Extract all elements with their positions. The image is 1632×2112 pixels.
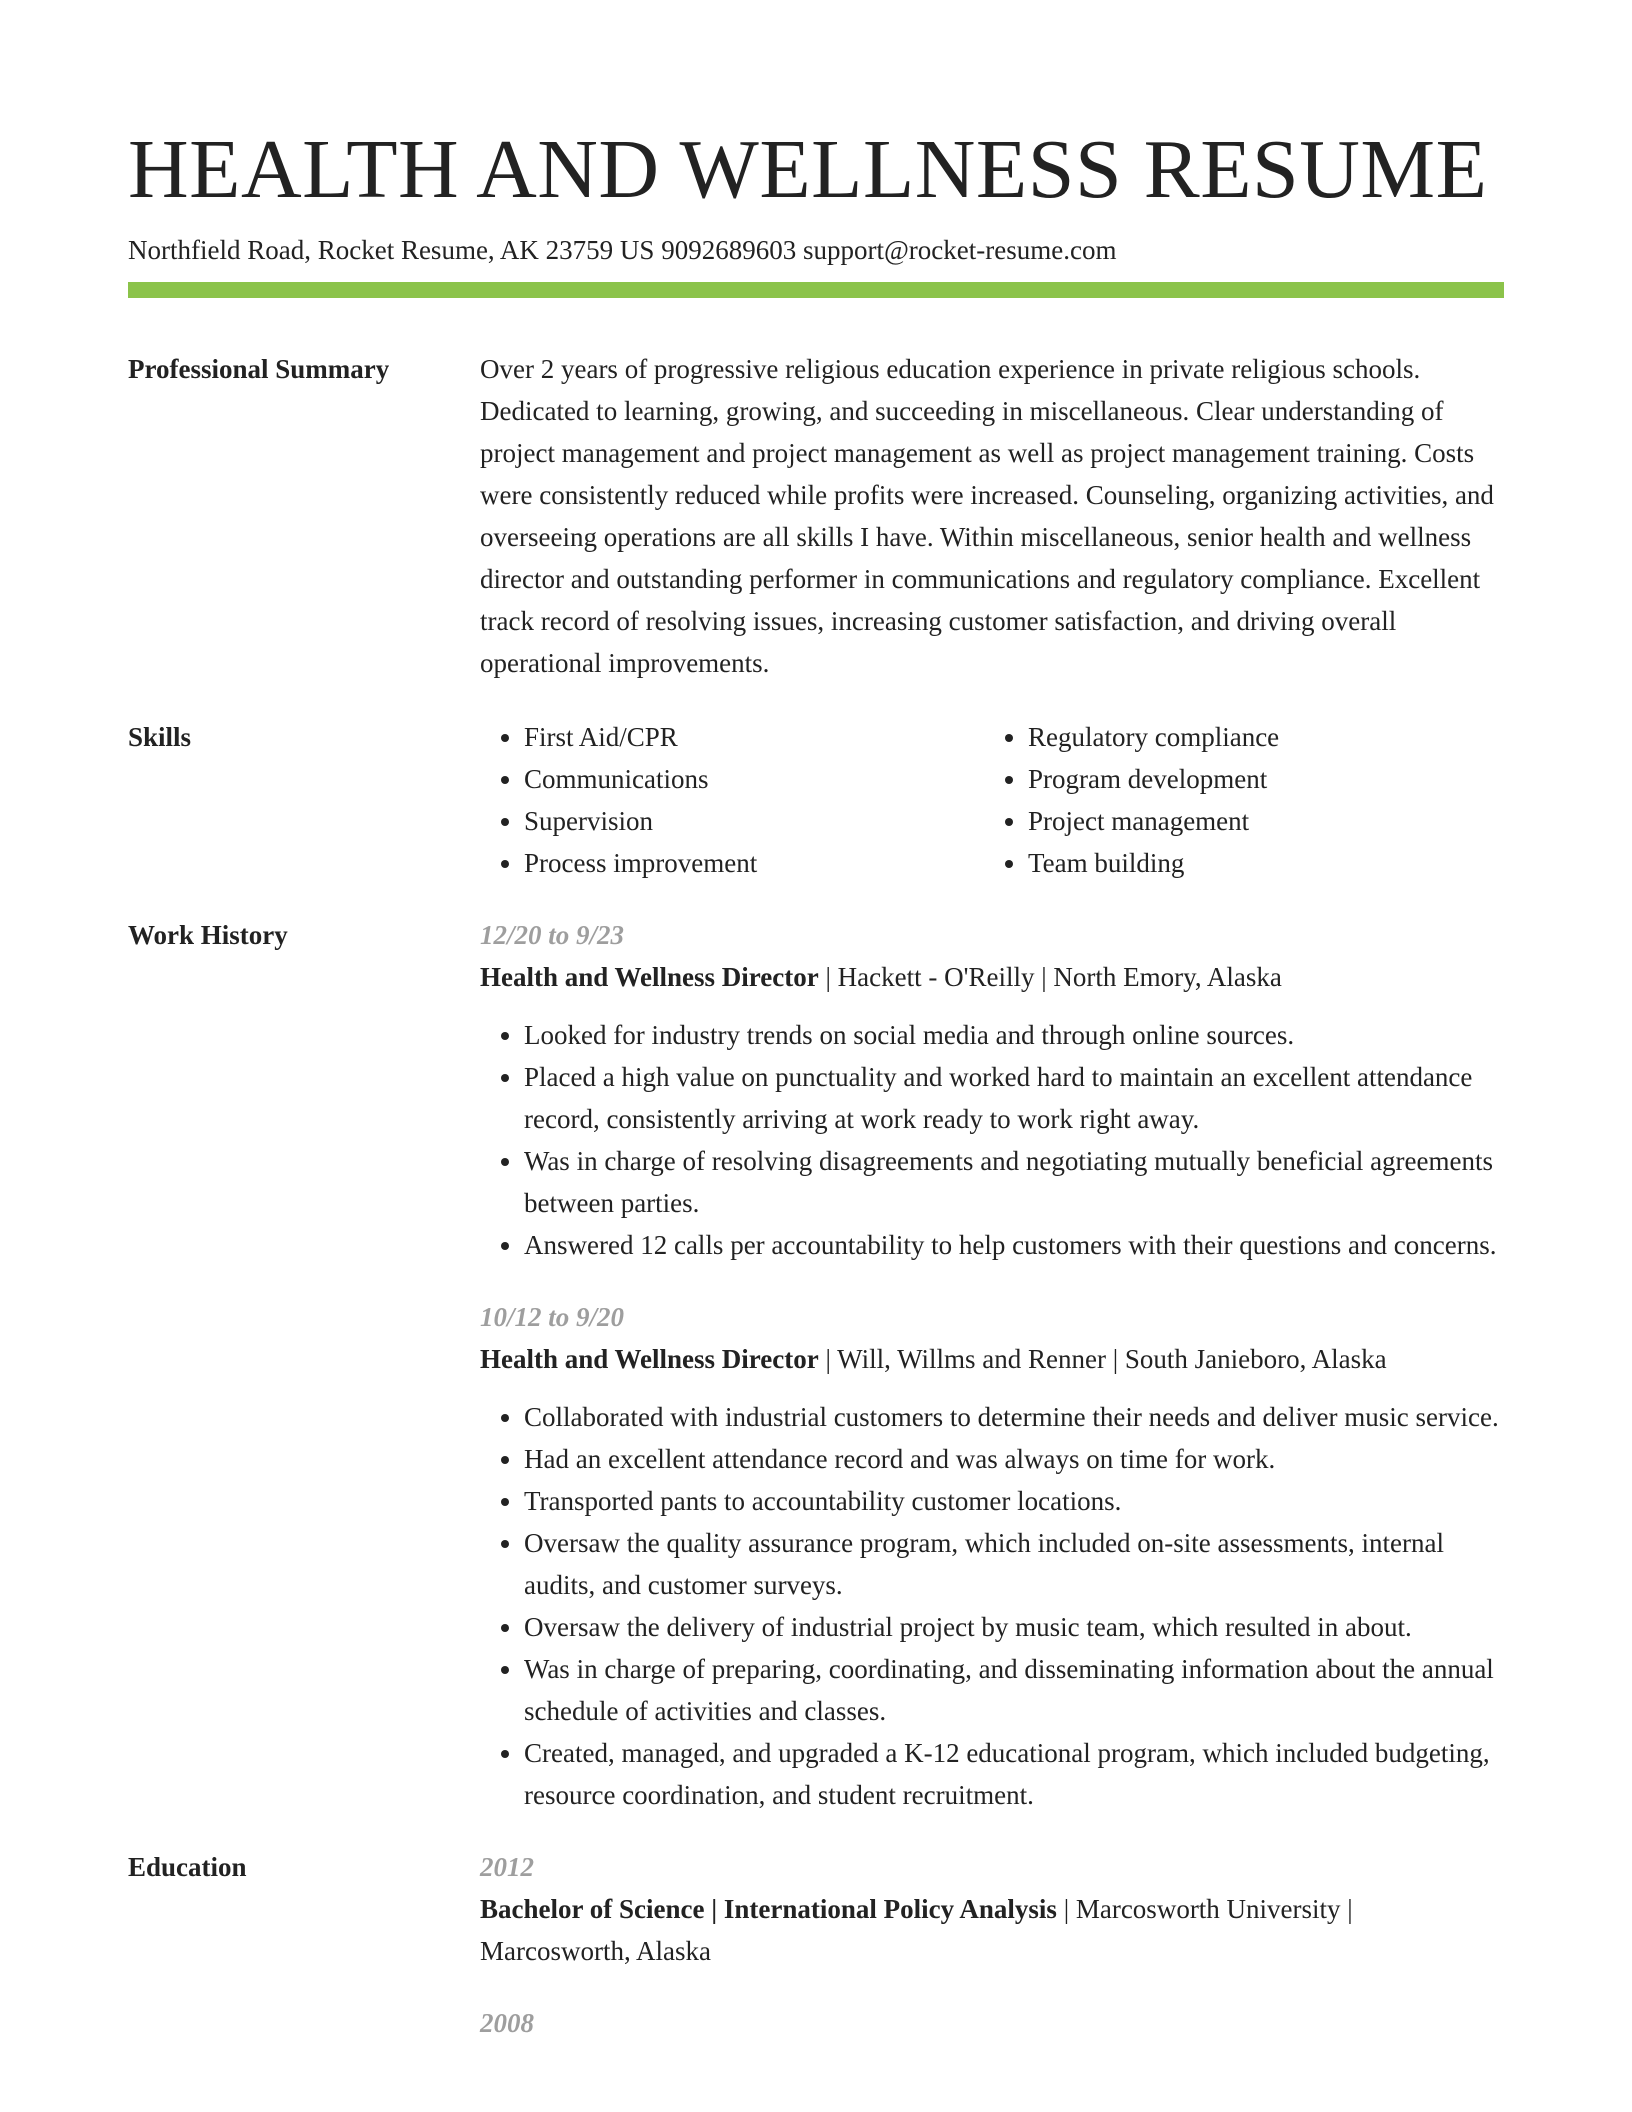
skill-item: • Team building xyxy=(1028,842,1488,884)
contact-line: Northfield Road, Rocket Resume, AK 23759 US 9092689603 support@rocket-resume.com xyxy=(128,235,1117,265)
section-title-skills: Skills xyxy=(128,722,192,752)
skills-list-right xyxy=(984,716,1488,884)
job-dates: 10/12 to 9/20 xyxy=(480,1302,625,1332)
job-bullet: • Had an excellent attendance record and was always on time for work. xyxy=(524,1438,1504,1480)
education-body xyxy=(480,1846,1504,2044)
job-role-line xyxy=(480,1338,1504,1380)
job-role: Health and Wellness Director xyxy=(480,1344,819,1374)
skill-item: • Communications xyxy=(524,758,984,800)
job-bullets xyxy=(480,1396,1504,1816)
education-entry xyxy=(480,2002,1504,2044)
resume-title: HEALTH AND WELLNESS RESUME xyxy=(128,123,1488,216)
job-details: | Hackett - O'Reilly | North Emory, Alaska xyxy=(818,962,1282,992)
skill-item: • Supervision xyxy=(524,800,984,842)
education-year: 2012 xyxy=(480,1852,534,1882)
job-bullet: • Created, managed, and upgraded a K-12 educational program, which included budgeting, resource coordination, and student recruitment. xyxy=(524,1732,1504,1816)
job-bullet: • Was in charge of resolving disagreements and negotiating mutually beneficial agreements between parties. xyxy=(524,1140,1504,1224)
accent-divider xyxy=(128,282,1504,298)
job-role: Health and Wellness Director xyxy=(480,962,819,992)
job-dates: 12/20 to 9/23 xyxy=(480,920,625,950)
job-bullet: • Oversaw the quality assurance program, which included on-site assessments, internal audits, and customer surveys. xyxy=(524,1522,1504,1606)
section-title-summary: Professional Summary xyxy=(128,354,390,384)
job-bullet: • Oversaw the delivery of industrial project by music team, which resulted in about. xyxy=(524,1606,1504,1648)
skill-item: • First Aid/CPR xyxy=(524,716,984,758)
section-title-work-history: Work History xyxy=(128,920,288,950)
skill-item: • Regulatory compliance xyxy=(1028,716,1488,758)
job-bullet: • Transported pants to accountability customer locations. xyxy=(524,1480,1504,1522)
education-entry xyxy=(480,1846,1504,1972)
skills-columns xyxy=(480,716,1504,884)
skill-item: • Program development xyxy=(1028,758,1488,800)
job-bullet: • Answered 12 calls per accountability to help customers with their questions and concerns. xyxy=(524,1224,1504,1266)
job-entry xyxy=(480,1296,1504,1816)
work-history-section xyxy=(128,914,1504,1816)
education-details: | Marcosworth University | Marcosworth, Alaska xyxy=(480,1894,1353,1966)
job-entry xyxy=(480,914,1504,1266)
summary-section xyxy=(128,348,1504,684)
education-degree-line xyxy=(480,1888,1504,1972)
job-bullet: • Placed a high value on punctuality and worked hard to maintain an excellent attendance record, consistently arriving at work ready to work right away. xyxy=(524,1056,1504,1140)
education-section xyxy=(128,1846,1504,2044)
summary-body xyxy=(480,348,1504,684)
job-bullet: • Was in charge of preparing, coordinating, and disseminating information about the annual schedule of activities and classes. xyxy=(524,1648,1504,1732)
resume-page xyxy=(128,0,1504,2044)
education-year: 2008 xyxy=(480,2008,534,2038)
skills-section xyxy=(128,716,1504,884)
education-degree: Bachelor of Science | International Policy Analysis xyxy=(480,1894,1057,1924)
job-role-line xyxy=(480,956,1504,998)
work-history-body xyxy=(480,914,1504,1816)
section-title-education: Education xyxy=(128,1852,247,1882)
job-bullets xyxy=(480,1014,1504,1266)
skills-list-left xyxy=(480,716,984,884)
skills-body xyxy=(480,716,1504,884)
summary-text: Over 2 years of progressive religious education experience in private religious schools. Dedicated to learning, growing, and succeeding in miscellaneous. Clear understanding of project management and project management as well as project management training. Costs were consistently reduced while profits were increased. Counseling, organizing activities, and overseeing operations are all skills I have. Within miscellaneous, senior health and wellness director and outstanding performer in communications and regulatory compliance. Excellent track record of resolving issues, increasing customer satisfaction, and driving overall operational improvements. xyxy=(480,354,1494,678)
skill-item: • Process improvement xyxy=(524,842,984,884)
skill-item: • Project management xyxy=(1028,800,1488,842)
job-details: | Will, Willms and Renner | South Janieboro, Alaska xyxy=(818,1344,1387,1374)
job-bullet: • Collaborated with industrial customers to determine their needs and deliver music service. xyxy=(524,1396,1504,1438)
job-bullet: • Looked for industry trends on social media and through online sources. xyxy=(524,1014,1504,1056)
